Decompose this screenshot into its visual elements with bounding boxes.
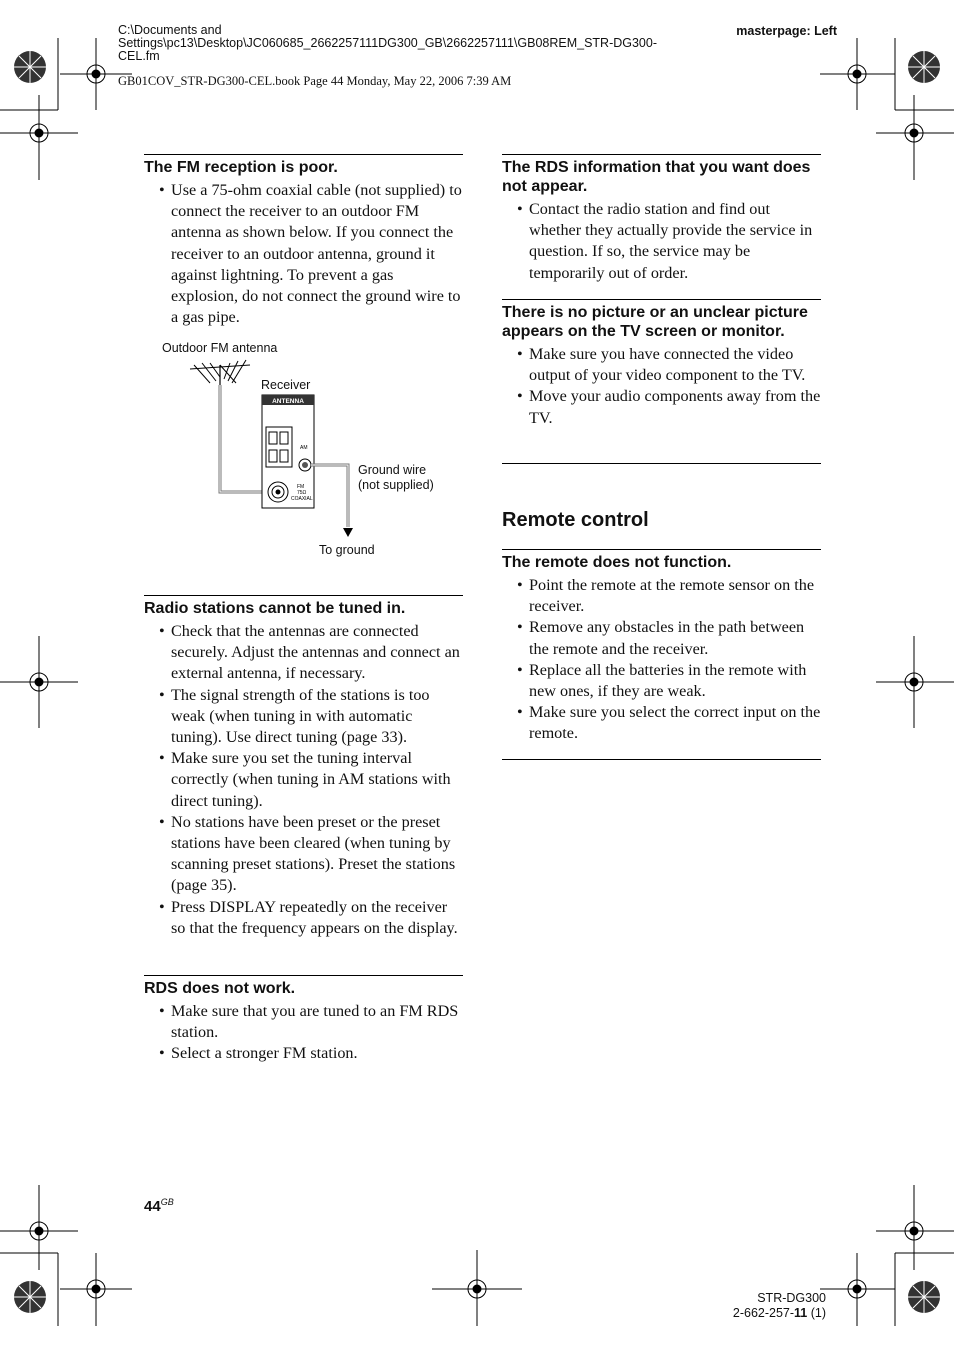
list-item: • Move your audio components away from the TV.	[529, 386, 821, 428]
list-item: • Check that the antennas are connected securely. Adjust the antennas and connect an external antenna, if necessary.	[171, 621, 463, 685]
list-item: • Contact the radio station and find out whether they actually provide the service in question. If so, the service may be temporarily out of order.	[529, 199, 821, 284]
heading-picture: There is no picture or an unclear picture appears on the TV screen or monitor.	[502, 304, 808, 340]
model-name: STR-DG300	[757, 1291, 826, 1305]
section-remote	[502, 549, 821, 745]
book-info: GB01COV_STR-DG300-CEL.book Page 44 Monday, May 22, 2006 7:39 AM	[118, 74, 512, 88]
heading-rds-info: The RDS information that you want does not appear.	[502, 159, 811, 195]
list-item: • Point the remote at the remote sensor on the receiver.	[529, 575, 821, 617]
divider	[502, 463, 821, 464]
coaxial-label: COAXIAL	[291, 496, 313, 502]
list-fm	[144, 180, 463, 328]
list-picture	[502, 344, 821, 429]
label-not-supplied: (not supplied)	[358, 478, 434, 492]
list-rds-info	[502, 199, 821, 284]
remote-control-title: Remote control	[502, 509, 649, 531]
list-item: • Make sure you select the correct input on the remote.	[529, 702, 821, 744]
section-rds-info	[502, 154, 821, 284]
section-picture	[502, 299, 821, 429]
divider	[502, 759, 821, 760]
code-prefix: 2-662-257-	[732, 1306, 795, 1320]
list-rds	[144, 1001, 463, 1065]
ohm-label: 75Ω	[297, 490, 307, 496]
list-item: • Replace all the batteries in the remote with new ones, if they are weak.	[529, 660, 821, 702]
list-item: • Make sure that you are tuned to an FM RDS station.	[171, 1001, 463, 1043]
page-number	[144, 1197, 174, 1215]
list-item: • Make sure you set the tuning interval correctly (when tuning in AM stations with direct tuning).	[171, 748, 463, 812]
list-radio	[144, 621, 463, 939]
am-label: AM	[300, 445, 308, 451]
section-fm-reception	[144, 154, 463, 328]
file-path: C:\Documents and Settings\pc13\Desktop\JC060685_2662257111DG300_GB\2662257111\GB08REM_STR-DG300-CEL.fm	[118, 23, 658, 63]
antenna-panel-label: ANTENNA	[272, 398, 304, 405]
list-item: • Use a 75-ohm coaxial cable (not supplied) to connect the receiver to an outdoor FM antenna as shown below. If you connect the receiver to an outdoor antenna, ground it against lightning. To prevent a gas explosion, do not connect the ground wire to a gas pipe.	[171, 180, 463, 328]
list-item: • No stations have been preset or the preset stations have been cleared (when tuning by scanning preset stations). Preset the stations (page 35).	[171, 812, 463, 897]
list-item: • Press DISPLAY repeatedly on the receiver so that the frequency appears on the display.	[171, 897, 463, 939]
code-suffix: (1)	[807, 1306, 826, 1320]
label-receiver: Receiver	[261, 378, 311, 392]
label-ground-wire: Ground wire	[358, 463, 427, 477]
section-radio-stations	[144, 595, 463, 939]
heading-remote: The remote does not function.	[502, 554, 732, 571]
heading-rds: RDS does not work.	[144, 980, 296, 997]
section-rds	[144, 975, 463, 1065]
label-to-ground: To ground	[319, 543, 375, 557]
antenna-diagram	[180, 355, 380, 545]
label-outdoor-antenna: Outdoor FM antenna	[162, 341, 278, 355]
list-item: • Remove any obstacles in the path between the remote and the receiver.	[529, 617, 821, 659]
heading-radio-stations: Radio stations cannot be tuned in.	[144, 600, 406, 617]
page-suffix: GB	[160, 1197, 174, 1207]
list-item: • Make sure you have connected the video output of your video component to the TV.	[529, 344, 821, 386]
model-code	[733, 1306, 826, 1321]
fm-label: FM	[297, 484, 305, 490]
list-remote	[502, 575, 821, 745]
list-item: • Select a stronger FM station.	[171, 1043, 463, 1064]
code-bold: 11	[794, 1306, 808, 1320]
masterpage-label: masterpage: Left	[736, 24, 837, 38]
list-item: • The signal strength of the stations is too weak (when tuning in with automatic tuning). Use direct tuning (page 33).	[171, 685, 463, 749]
page-number-value: 44	[144, 1198, 161, 1215]
heading-fm-reception: The FM reception is poor.	[144, 159, 338, 176]
section-title-remote-control	[502, 509, 649, 532]
model-info	[733, 1291, 826, 1321]
